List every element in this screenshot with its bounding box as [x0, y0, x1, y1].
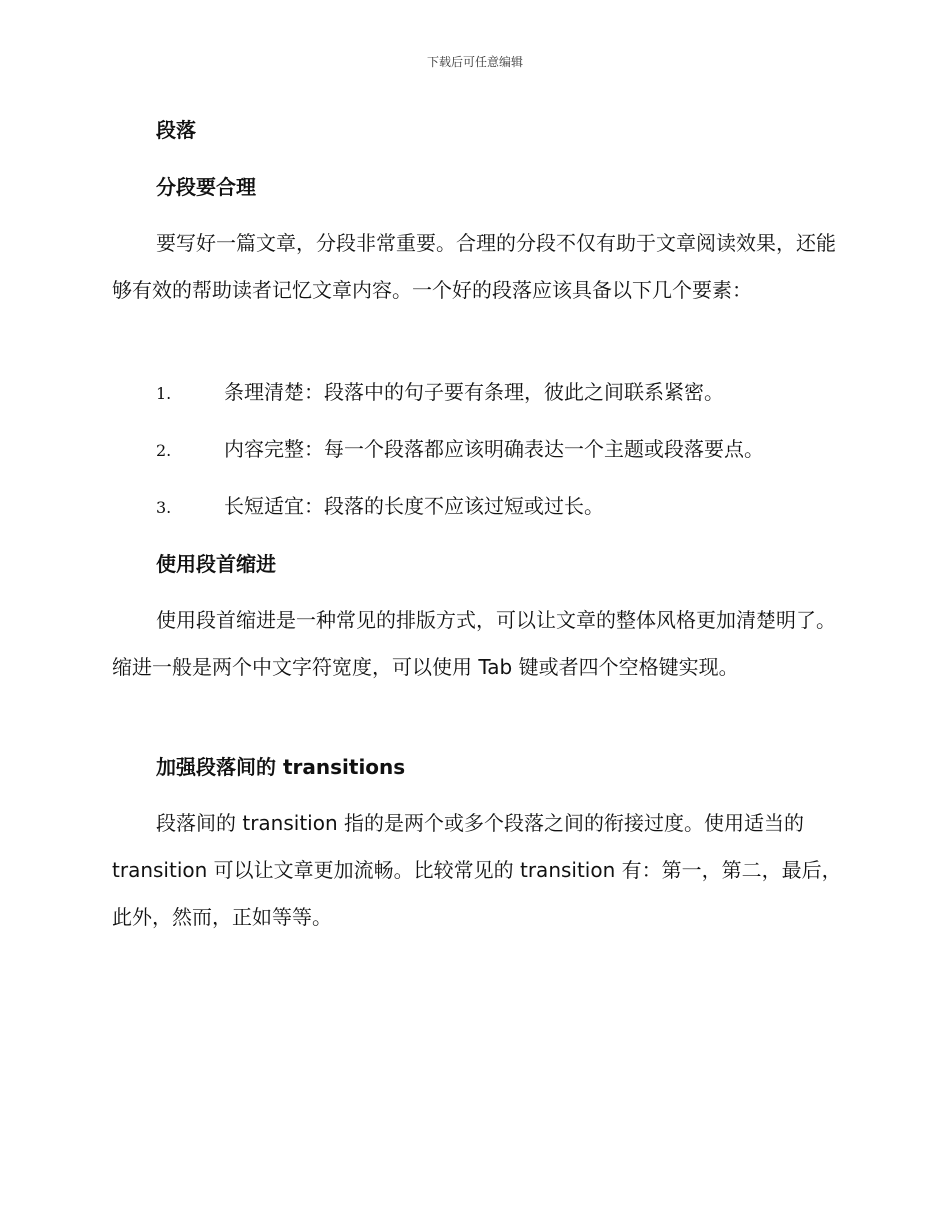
list-item [156, 378, 724, 408]
section-heading: 使用段首缩进 [156, 552, 276, 576]
list-number: 1. [156, 384, 172, 403]
list-text: 条理清楚：段落中的句子要有条理，彼此之间联系紧密。 [224, 380, 724, 404]
list-text: 长短适宜：段落的长度不应该过短或过长。 [224, 494, 604, 518]
section-paragraph: 使用段首缩进是一种常见的排版方式，可以让文章的整体风格更加清楚明了。缩进一般是两个中文字符宽度，可以使用 Tab 键或者四个空格键实现。 [112, 608, 836, 679]
list-number: 2. [156, 441, 172, 460]
list-number: 3. [156, 498, 172, 517]
page-header-note: 下载后可任意编辑 [426, 55, 523, 69]
section-paragraph: 段落间的 transition 指的是两个或多个段落之间的衔接过度。使用适当的 transition 可以让文章更加流畅。比较常见的 transition 有：第一，第二，最后，此外，然而，正如等等。 [112, 811, 842, 929]
section-heading: 加强段落间的 transitions [156, 755, 406, 779]
list-item [156, 492, 604, 522]
list-item [156, 435, 764, 465]
list-text: 内容完整：每一个段落都应该明确表达一个主题或段落要点。 [224, 437, 764, 461]
document-title: 段落 [156, 118, 196, 142]
section-heading: 分段要合理 [156, 175, 256, 199]
section-paragraph: 要写好一篇文章，分段非常重要。合理的分段不仅有助于文章阅读效果，还能够有效的帮助读者记忆文章内容。一个好的段落应该具备以下几个要素： [112, 231, 836, 302]
